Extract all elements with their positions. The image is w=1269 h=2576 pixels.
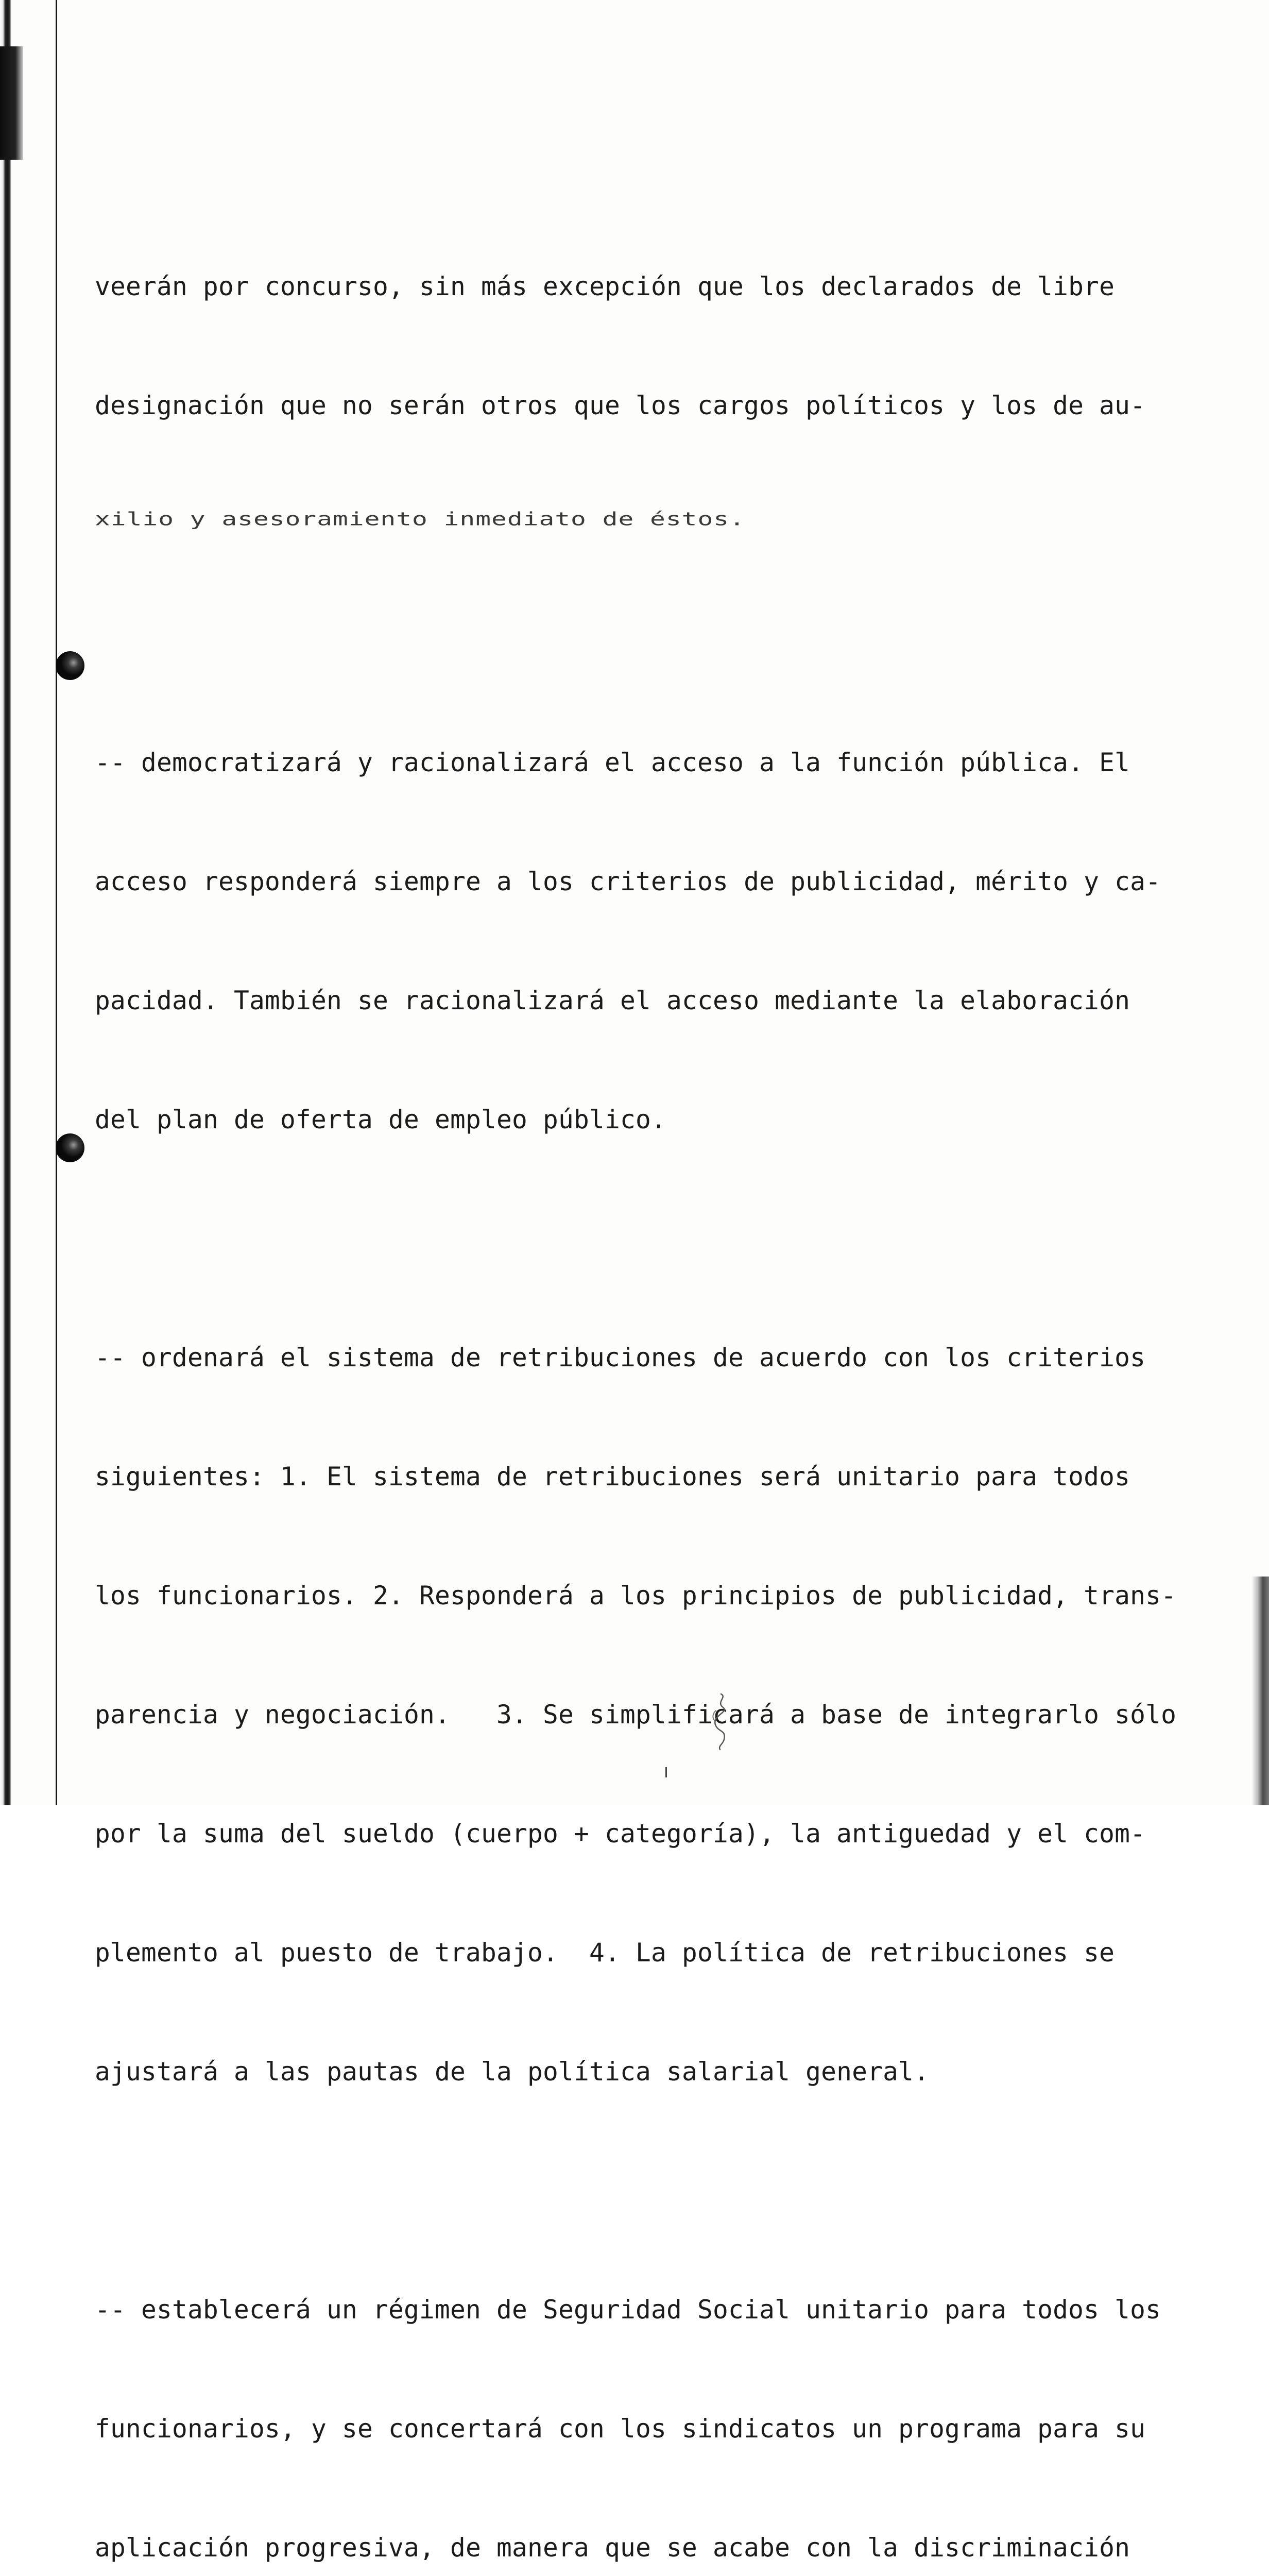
punch-hole-icon bbox=[56, 651, 84, 680]
text-line: por la suma del sueldo (cuerpo + categoría), la antiguedad y el com- bbox=[95, 1819, 1146, 1849]
scan-right-edge bbox=[1251, 1577, 1269, 1805]
text-line: -- establecerá un régimen de Seguridad Social unitario para todos los bbox=[95, 2295, 1161, 2325]
handwritten-mark-icon bbox=[700, 1690, 742, 1752]
text-line: acceso responderá siempre a los criterios de publicidad, mérito y ca- bbox=[95, 867, 1161, 896]
scan-binding-shadow bbox=[0, 46, 23, 160]
paragraph-2 bbox=[95, 664, 1207, 1219]
text-line: parencia y negociación. 3. Se simplificará a base de integrarlo sólo bbox=[95, 1700, 1177, 1730]
text-line: siguientes: 1. El sistema de retribuciones será unitario para todos bbox=[95, 1462, 1130, 1492]
text-line: funcionarios, y se concertará con los sindicatos un programa para su bbox=[95, 2414, 1146, 2444]
paragraph-4 bbox=[95, 2211, 1207, 2576]
paragraph-1 bbox=[95, 188, 1207, 624]
paragraph-3 bbox=[95, 1259, 1207, 2171]
text-line: -- democratizará y racionalizará el acceso a la función pública. El bbox=[95, 748, 1130, 777]
text-line: designación que no serán otros que los cargos políticos y los de au- bbox=[95, 391, 1146, 420]
text-line: del plan de oferta de empleo público. bbox=[95, 1105, 667, 1134]
text-line: los funcionarios. 2. Responderá a los principios de publicidad, trans- bbox=[95, 1581, 1177, 1611]
text-line: xilio y asesoramiento inmediato de éstos. bbox=[95, 508, 745, 530]
margin-rule bbox=[56, 0, 57, 1805]
scan-binding-edge bbox=[0, 0, 11, 1805]
text-line: ajustará a las pautas de la política salarial general. bbox=[95, 2057, 930, 2087]
text-line: -- ordenará el sistema de retribuciones de acuerdo con los criterios bbox=[95, 1343, 1146, 1372]
scan-mark bbox=[665, 1767, 667, 1777]
text-line: aplicación progresiva, de manera que se acabe con la discriminación bbox=[95, 2533, 1130, 2563]
document-body bbox=[95, 188, 1207, 2576]
text-line: veerán por concurso, sin más excepción que los declarados de libre bbox=[95, 272, 1115, 301]
punch-hole-icon bbox=[56, 1133, 84, 1162]
text-line: pacidad. También se racionalizará el acceso mediante la elaboración bbox=[95, 986, 1130, 1015]
text-line: plemento al puesto de trabajo. 4. La política de retribuciones se bbox=[95, 1938, 1115, 1968]
